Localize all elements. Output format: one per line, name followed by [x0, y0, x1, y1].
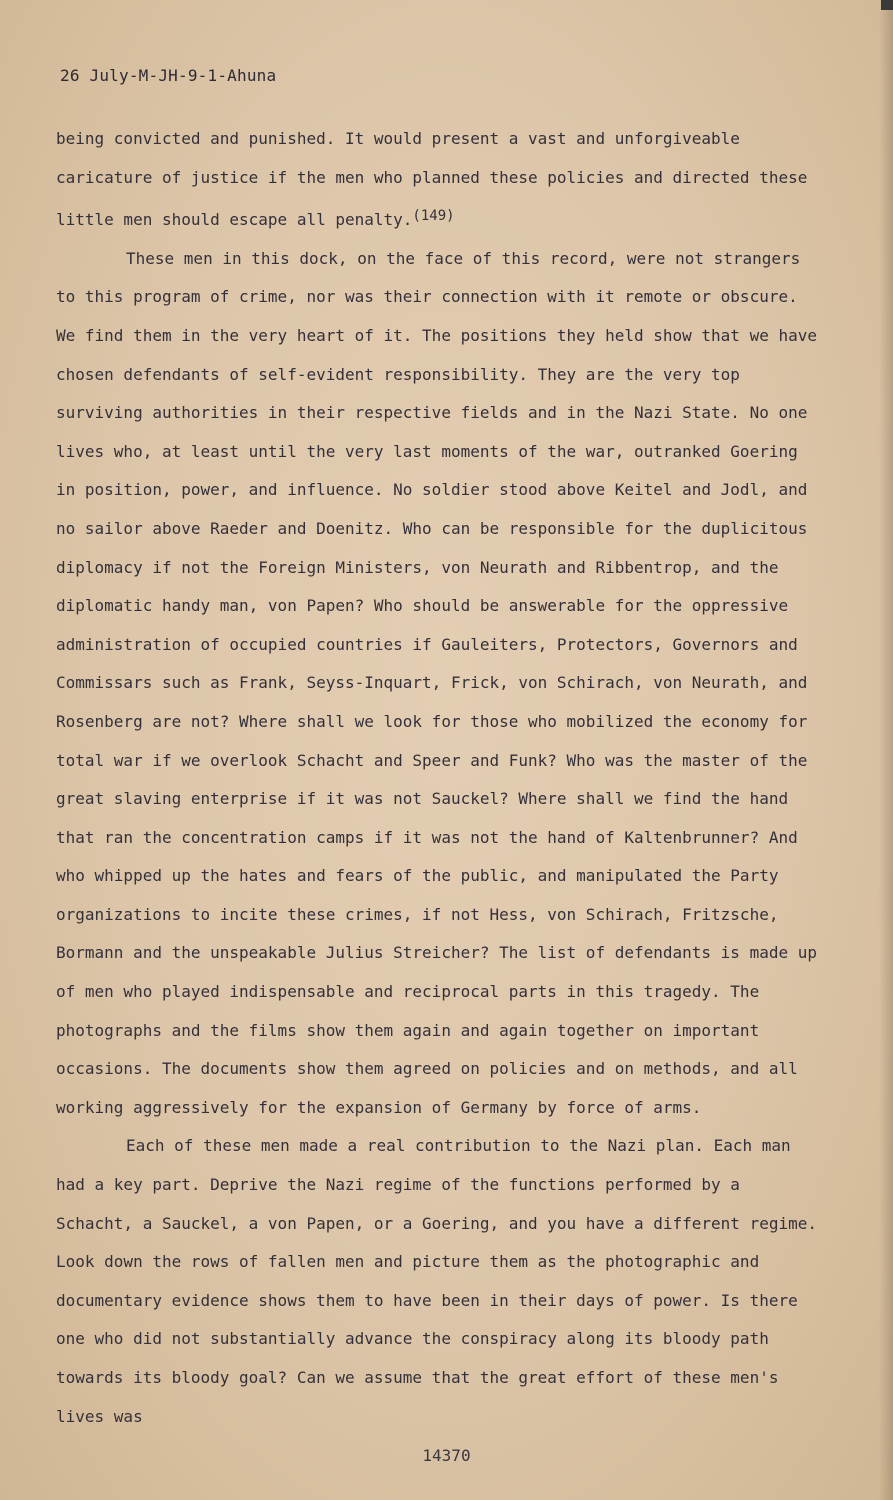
- paragraph-1-text: being convicted and punished. It would present a vast and unforgiveable caricature of justice if the men who planned these policies and directed these little men should escape all penalty.: [56, 129, 808, 230]
- citation-marker: (149): [412, 208, 455, 225]
- page-header: 26 July-M-JH-9-1-Ahuna: [60, 66, 277, 85]
- page-edge-shadow: [879, 0, 893, 1500]
- corner-mark: [881, 0, 893, 10]
- paragraph-1: [56, 120, 826, 240]
- transcript-body: [56, 120, 826, 1436]
- paragraph-2: These men in this dock, on the face of this record, were not strangers to this program of crime, nor was their connection with it remote or obscure. We find them in the very heart of it. The positions they held show that we have chosen defendants of self-evident responsibility. They are the very top surviving authorities in their respective fields and in the Nazi State. No one lives who, at least until the very last moments of the war, outranked Goering in position, power, and influence. No soldier stood above Keitel and Jodl, and no sailor above Raeder and Doenitz. Who can be responsible for the duplicitous diplomacy if not the Foreign Ministers, von Neurath and Ribbentrop, and the diplomatic handy man, von Papen? Who should be answerable for the oppressive administration of occupied countries if Gauleiters, Protectors, Governors and Commissars such as Frank, Seyss-Inquart, Frick, von Schirach, von Neurath, and Rosenberg are not? Where shall we look for those who mobilized the economy for total war if we overlook Schacht and Speer and Funk? Who was the master of the great slaving enterprise if it was not Sauckel? Where shall we find the hand that ran the concentration camps if it was not the hand of Kaltenbrunner? And who whipped up the hates and fears of the public, and manipulated the Party organizations to incite these crimes, if not Hess, von Schirach, Fritzsche, Bormann and the unspeakable Julius Streicher? The list of defendants is made up of men who played indispensable and reciprocal parts in this tragedy. The photographs and the films show them again and again together on important occasions. The documents show them agreed on policies and on methods, and all working aggressively for the expansion of Germany by force of arms.: [56, 248, 817, 1117]
- paragraph-3: Each of these men made a real contribution to the Nazi plan. Each man had a key part. Deprive the Nazi regime of the functions performed by a Schacht, a Sauckel, a von Papen, or a Goering, and you have a different regime. Look down the rows of fallen men and picture them as the photographic and documentary evidence shows them to have been in their days of power. Is there one who did not substantially advance the conspiracy along its bloody path towards its bloody goal? Can we assume that the great effort of these men's lives was: [56, 1136, 817, 1426]
- page-number: 14370: [422, 1446, 471, 1465]
